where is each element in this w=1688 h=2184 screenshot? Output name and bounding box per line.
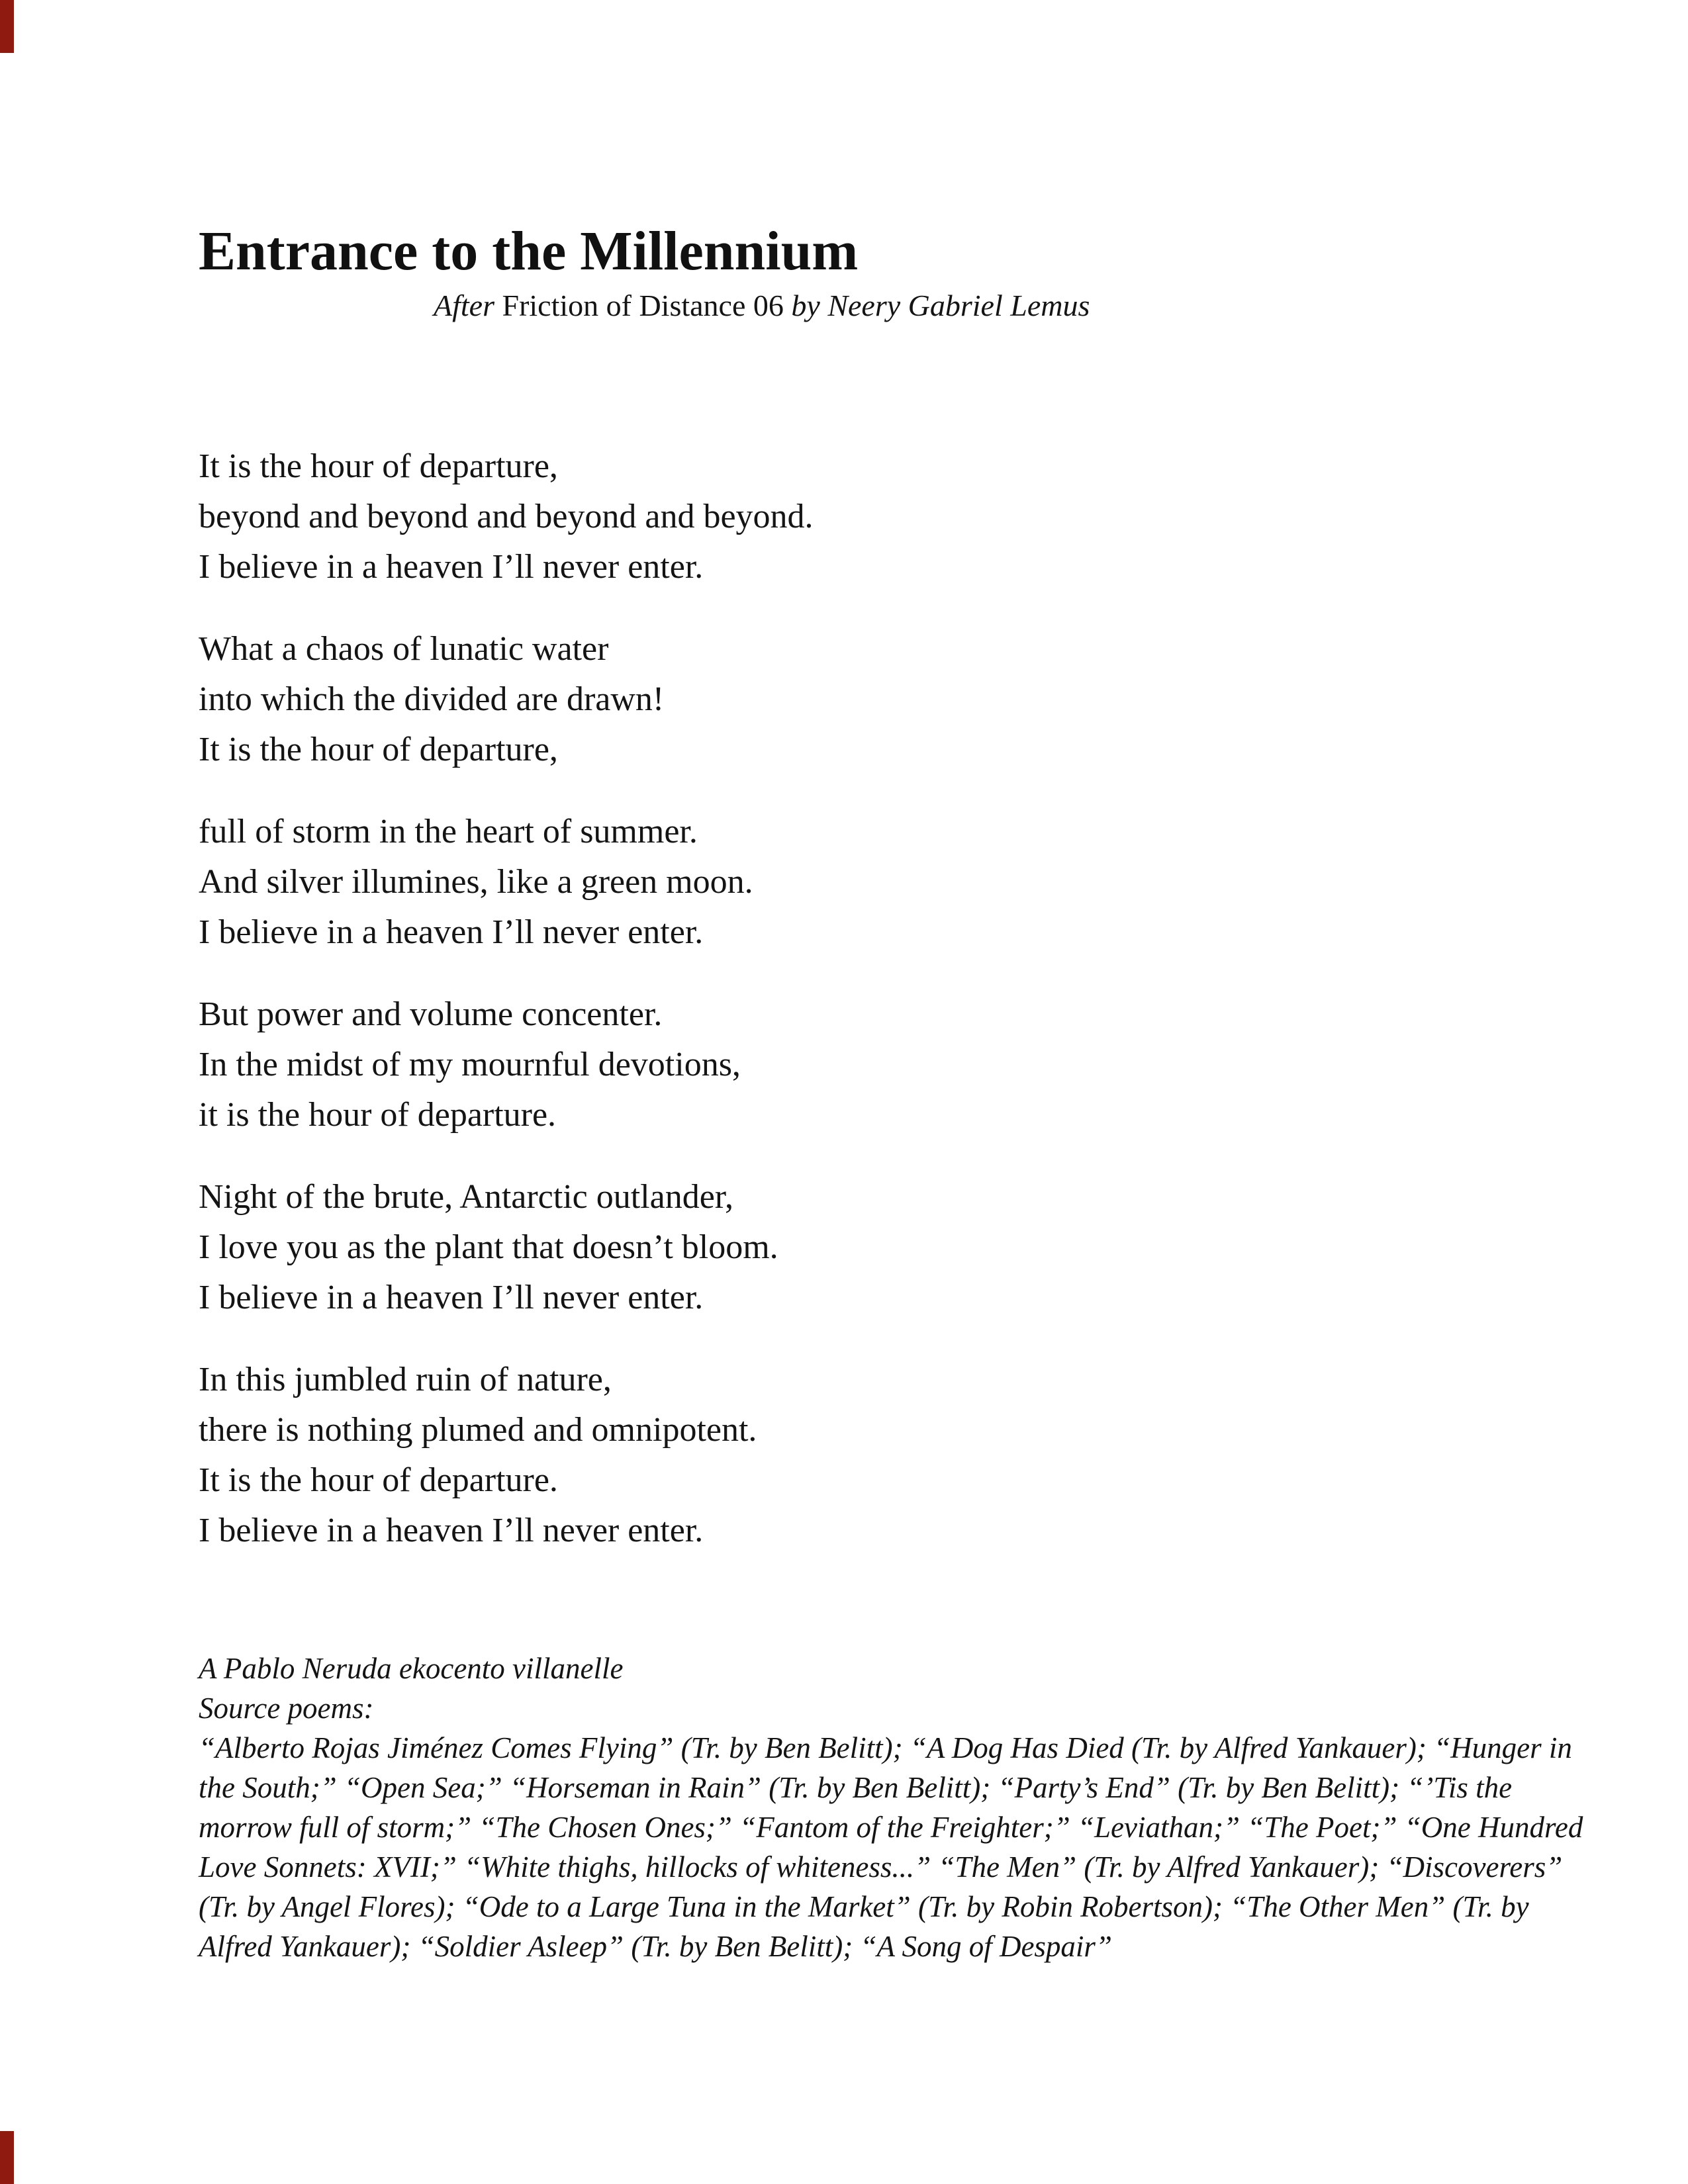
subtitle-source-title: Friction of Distance 06 — [502, 288, 784, 322]
poem-body — [199, 441, 1589, 1556]
poem-title: Entrance to the Millennium — [199, 220, 859, 282]
poem-line: It is the hour of departure, — [199, 730, 558, 768]
footnote-source-poems: “Alberto Rojas Jiménez Comes Flying” (Tr. by Ben Belitt); “A Dog Has Died (Tr. by Alfred Yankauer); “Hunger in the South;” “Open Sea;” “Horseman in Rain” (Tr. by Ben Belitt); “Party’s End” (Tr. by Ben Belitt); “’Tis the morrow full of storm;” “The Chosen Ones;” “Fantom of the Freighter;” “Leviathan;” “The Poet;” “One Hundred Love Sonnets: XVII;” “White thighs, hillocks of whiteness...” “The Men” (Tr. by Alfred Yankauer); “Discoverers” (Tr. by Angel Flores); “Ode to a Large Tuna in the Market” (Tr. by Robin Robertson); “The Other Men” (Tr. by Alfred Yankauer); “Soldier Asleep” (Tr. by Ben Belitt); “A Song of Despair” — [199, 1731, 1583, 1963]
poem-line: In the midst of my mournful devotions, — [199, 1045, 741, 1083]
poem-line: It is the hour of departure, — [199, 447, 558, 485]
poem-line: it is the hour of departure. — [199, 1095, 557, 1134]
poem-line: In this jumbled ruin of nature, — [199, 1360, 612, 1398]
poem-line: But power and volume concenter. — [199, 995, 663, 1033]
scan-artifact-top-left — [0, 0, 14, 53]
poem-subtitle — [434, 287, 1589, 324]
stanza-5 — [199, 1172, 1589, 1323]
subtitle-byline: by Neery Gabriel Lemus — [791, 288, 1090, 322]
stanza-3 — [199, 807, 1589, 958]
poem-line: beyond and beyond and beyond and beyond. — [199, 497, 814, 535]
footnote-form-note: A Pablo Neruda ekocento villanelle — [199, 1651, 624, 1685]
subtitle-after-word: After — [434, 288, 494, 322]
poem-line: I believe in a heaven I’ll never enter. — [199, 1278, 704, 1316]
poem-line: I believe in a heaven I’ll never enter. — [199, 1511, 704, 1549]
stanza-6 — [199, 1355, 1589, 1556]
poem-line: And silver illumines, like a green moon. — [199, 862, 753, 901]
poem-line: into which the divided are drawn! — [199, 680, 665, 718]
scan-artifact-bottom-left — [0, 2131, 14, 2184]
poem-line: there is nothing plumed and omnipotent. — [199, 1410, 757, 1449]
stanza-2 — [199, 624, 1589, 775]
poem-line: I believe in a heaven I’ll never enter. — [199, 547, 704, 586]
poem-line: I believe in a heaven I’ll never enter. — [199, 913, 704, 951]
poem-line: Night of the brute, Antarctic outlander, — [199, 1177, 734, 1216]
poem-line: full of storm in the heart of summer. — [199, 812, 698, 850]
stanza-4 — [199, 989, 1589, 1140]
attribution-footnote — [199, 1649, 1589, 1966]
poem-line: I love you as the plant that doesn’t bloom. — [199, 1228, 778, 1266]
poem-line: What a chaos of lunatic water — [199, 629, 609, 668]
footnote-source-label: Source poems: — [199, 1691, 374, 1725]
poem-line: It is the hour of departure. — [199, 1461, 558, 1499]
stanza-1 — [199, 441, 1589, 592]
